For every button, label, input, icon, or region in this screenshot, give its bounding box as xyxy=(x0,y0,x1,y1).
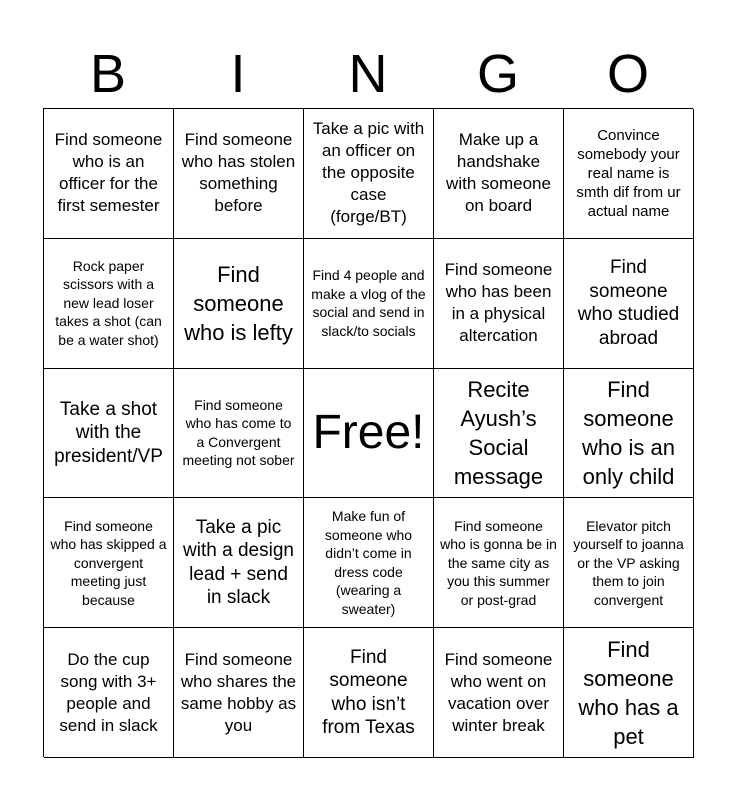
cell-text: Make fun of someone who didn’t come in dress code (wearing a sweater) xyxy=(324,508,413,617)
bingo-cell[interactable] xyxy=(174,109,304,239)
header-letter-g: G xyxy=(476,44,519,104)
free-space-text: Free! xyxy=(312,405,425,459)
bingo-cell[interactable] xyxy=(564,369,694,499)
bingo-cell[interactable] xyxy=(434,239,564,369)
header-letter-o: O xyxy=(606,44,649,104)
bingo-cell[interactable] xyxy=(174,628,304,758)
bingo-cell[interactable] xyxy=(434,628,564,758)
bingo-cell[interactable] xyxy=(44,498,174,628)
bingo-cell[interactable] xyxy=(174,498,304,628)
cell-text: Find someone who has skipped a convergent meeting just because xyxy=(50,517,167,608)
cell-text: Convince somebody your real name is smth dif from ur actual name xyxy=(576,126,681,220)
bingo-cell[interactable] xyxy=(44,628,174,758)
bingo-cell[interactable] xyxy=(434,109,564,239)
cell-text: Find someone who has a pet xyxy=(578,636,679,749)
cell-text: Elevator pitch yourself to joanna or the VP asking them to join convergent xyxy=(573,517,684,608)
bingo-header xyxy=(43,40,693,108)
bingo-cell[interactable] xyxy=(44,369,174,499)
bingo-cell[interactable] xyxy=(304,628,434,758)
cell-text: Find 4 people and make a vlog of the social and send in slack/to socials xyxy=(311,267,426,339)
header-letter-b: B xyxy=(89,44,127,104)
bingo-cell[interactable] xyxy=(564,498,694,628)
cell-text: Find someone who is lefty xyxy=(184,261,293,345)
cell-text: Do the cup song with 3+ people and send in slack xyxy=(59,649,158,735)
bingo-cell[interactable] xyxy=(434,369,564,499)
cell-text: Take a pic with a design lead + send in slack xyxy=(183,516,294,609)
header-letter-n: N xyxy=(348,44,388,104)
bingo-cell[interactable] xyxy=(304,239,434,369)
cell-text: Make up a handshake with someone on board xyxy=(446,130,551,216)
bingo-grid xyxy=(43,108,693,757)
cell-text: Take a shot with the president/VP xyxy=(54,398,163,467)
cell-text: Find someone who isn’t from Texas xyxy=(322,646,415,739)
cell-text: Find someone who studied abroad xyxy=(577,257,680,349)
cell-text: Find someone who shares the same hobby as you xyxy=(180,649,297,735)
cell-text: Take a pic with an officer on the opposite case (forge/BT) xyxy=(312,119,425,227)
cell-text: Find someone who has come to a Convergent meeting not sober xyxy=(182,396,295,469)
cell-text: Find someone who has stolen something before xyxy=(181,130,296,216)
bingo-cell[interactable] xyxy=(44,239,174,369)
header-letter-i: I xyxy=(230,44,246,104)
cell-text: Rock paper scissors with a new lead loser takes a shot (can be a water shot) xyxy=(55,257,162,348)
cell-text: Find someone who is an officer for the first semester xyxy=(54,130,163,216)
bingo-cell[interactable] xyxy=(434,498,564,628)
bingo-cell[interactable] xyxy=(564,628,694,758)
bingo-cell[interactable] xyxy=(304,109,434,239)
cell-text: Recite Ayush’s Social message xyxy=(453,376,544,489)
bingo-cell[interactable] xyxy=(564,239,694,369)
cell-text: Find someone who is gonna be in the same city as you this summer or post-grad xyxy=(440,517,557,608)
free-space-cell[interactable] xyxy=(304,369,434,499)
bingo-cell[interactable] xyxy=(304,498,434,628)
bingo-cell[interactable] xyxy=(564,109,694,239)
bingo-cell[interactable] xyxy=(174,369,304,499)
bingo-cell[interactable] xyxy=(174,239,304,369)
cell-text: Find someone who has been in a physical altercation xyxy=(444,260,553,346)
cell-text: Find someone who went on vacation over winter break xyxy=(444,649,553,735)
bingo-cell[interactable] xyxy=(44,109,174,239)
cell-text: Find someone who is an only child xyxy=(582,376,675,489)
